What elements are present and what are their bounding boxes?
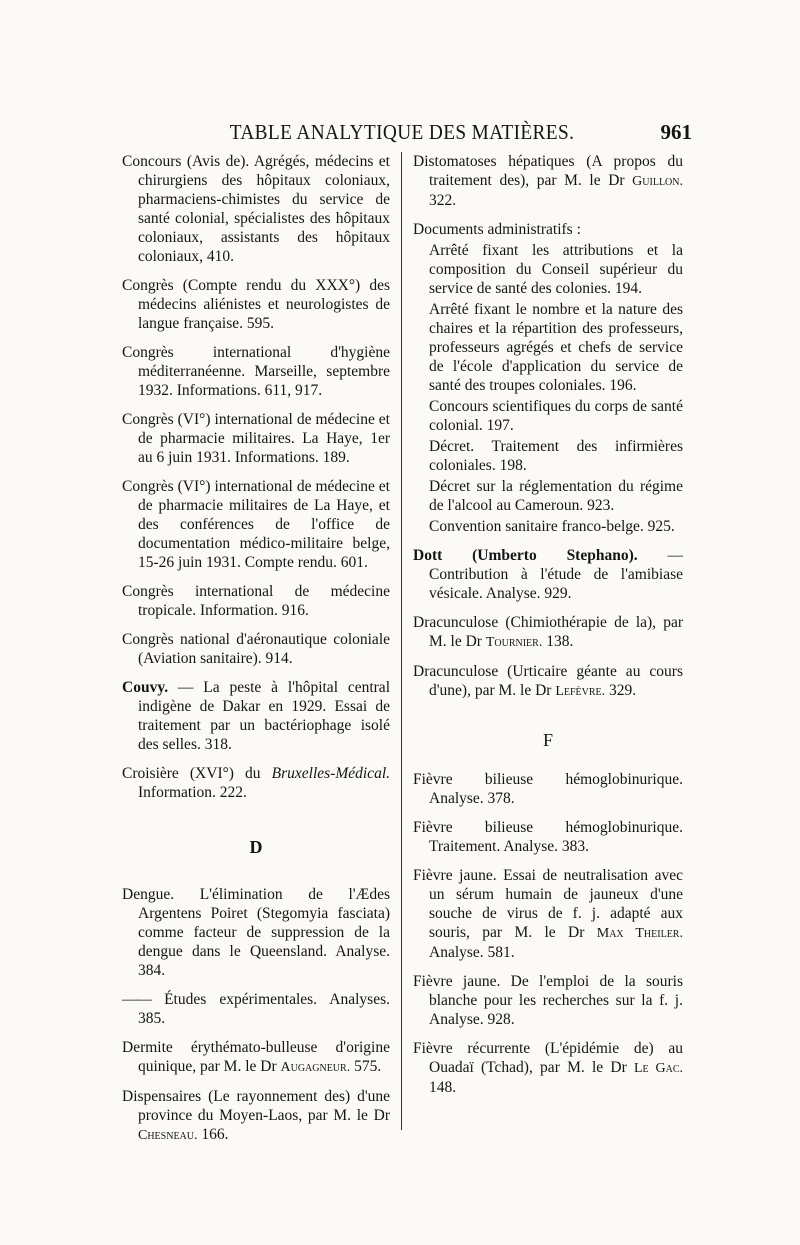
- entry-text: 575.: [350, 1058, 382, 1075]
- author-name: Max Theiler.: [596, 926, 683, 941]
- entry-text: Analyse. 581.: [429, 944, 515, 961]
- sub-entry-arrete-chaires: Arrêté fixant le nombre et la nature des chaires et la répartition des professeurs, professeurs agrégés et chefs de service de l'école d'application du service de santé des troupes coloniales. 196.: [429, 301, 683, 394]
- index-entry-fievre-recurrente: [413, 1039, 683, 1097]
- index-entry-fievre-bilieuse-1: Fièvre bilieuse hémoglobinurique. Analyse. 378.: [413, 771, 683, 807]
- author-name: Chesneau.: [138, 1128, 198, 1143]
- index-entry-dracunculose-1: [413, 613, 683, 652]
- section-letter-f: F: [542, 730, 553, 750]
- index-entry-congres-hygiene: Congrès international d'hygiène méditerranéenne. Marseille, septembre 1932. Informations. 611, 917.: [122, 344, 390, 399]
- entry-text: Information. 222.: [138, 784, 247, 801]
- index-entry-documents: Documents administratifs :: [413, 221, 581, 238]
- left-column: [122, 152, 390, 1155]
- index-entry-fievre-jaune-2: Fièvre jaune. De l'emploi de la souris blanche pour les recherches sur la f. j. Analyse. 928.: [413, 973, 683, 1028]
- index-entry-dermite: [122, 1038, 390, 1077]
- entry-text: Dispensaires (Le rayonnement des) d'une province du Moyen-Laos, par M. le Dr: [122, 1088, 390, 1124]
- entry-text: Dermite érythémato-bulleuse d'origine quinique, par M. le Dr: [122, 1039, 390, 1075]
- index-entry-congres-militaire-1: Congrès (VI°) international de médecine et de pharmacie militaires. La Haye, 1er au 6 juin 1931. Informations. 189.: [122, 411, 390, 466]
- page-title: TABLE ANALYTIQUE DES MATIÈRES.: [229, 120, 575, 144]
- index-entry-congres-tropicale: Congrès international de médecine tropicale. Information. 916.: [122, 583, 390, 619]
- journal-title: Bruxelles-Médical.: [271, 765, 390, 782]
- entry-text: Fièvre jaune. Essai de neutralisation avec un sérum humain de jauneux d'une souche de virus de f. j. adapté aux souris, par M. le Dr: [413, 867, 683, 941]
- index-entry-concours: Concours (Avis de). Agrégés, médecins et chirurgiens des hôpitaux coloniaux, pharmaciens-chimistes du service de santé colonial, spécialistes des hôpitaux coloniaux, assistants des hôpitaux coloniaux, 410.: [122, 153, 390, 265]
- entry-text: Dracunculose (Chimiothérapie de la), par M. le Dr: [413, 614, 683, 650]
- entry-text: — Contribution à l'étude de l'amibiase vésicale. Analyse. 929.: [429, 547, 683, 602]
- index-entry-distomatoses: [413, 152, 683, 210]
- page-header: [112, 120, 692, 148]
- entry-text: — La peste à l'hôpital central indigène de Dakar en 1929. Essai de traitement par un bactériophage isolé des selles. 318.: [138, 679, 390, 753]
- entry-text: 148.: [429, 1079, 457, 1096]
- entry-text: Dracunculose (Urticaire géante au cours d'une), par M. le Dr: [413, 663, 683, 699]
- index-entry-dengue: Dengue. L'élimination de l'Ædes Argentens Poiret (Stegomyia fasciata) comme facteur de suppression de la dengue dans le Queensland. Analyse. 384.: [122, 886, 390, 979]
- index-entry-dispensaires: [122, 1087, 390, 1145]
- entry-text: 138.: [542, 633, 574, 650]
- author-name: Guillon.: [632, 174, 683, 189]
- ditto-dash: ——: [122, 991, 151, 1008]
- index-entry-congres-alienistes: Congrès (Compte rendu du XXX°) des médecins aliénistes et neurologistes de langue française. 595.: [122, 277, 390, 332]
- entry-text: 322.: [429, 192, 457, 209]
- column-divider: [401, 152, 402, 1130]
- index-entry-couvy: [122, 678, 390, 754]
- entry-text: Fièvre récurrente (L'épidémie de) au Ouadaï (Tchad), par M. le Dr: [413, 1040, 683, 1076]
- author-name: Dott (Umberto Stephano).: [413, 547, 638, 564]
- index-entry-croisiere: [122, 764, 390, 802]
- author-name: Augagneur.: [280, 1060, 351, 1075]
- entry-text: Distomatoses hépatiques (A propos du traitement des), par M. le Dr: [413, 153, 683, 189]
- section-letter-d: D: [249, 837, 263, 857]
- index-entry-dengue-etudes: [122, 990, 390, 1028]
- author-name: Tournier.: [485, 635, 543, 650]
- author-name: Lefèvre.: [555, 684, 606, 699]
- entry-text: 329.: [605, 682, 637, 699]
- index-entry-dott: [413, 546, 683, 603]
- index-entry-fievre-jaune-1: [413, 866, 683, 962]
- entry-text: 166.: [197, 1126, 229, 1143]
- index-entry-congres-aeronautique: Congrès national d'aéronautique coloniale (Aviation sanitaire). 914.: [122, 631, 390, 667]
- index-entry-fievre-bilieuse-2: Fièvre bilieuse hémoglobinurique. Traitement. Analyse. 383.: [413, 819, 683, 855]
- author-name: Le Gac.: [633, 1061, 684, 1076]
- sub-entry-arrete-conseil: Arrêté fixant les attributions et la composition du Conseil supérieur du service de santé des colonies. 194.: [429, 242, 683, 297]
- sub-entry-convention: Convention sanitaire franco-belge. 925.: [429, 518, 675, 535]
- sub-entry-decret-infirmieres: Décret. Traitement des infirmières coloniales. 198.: [429, 438, 683, 474]
- entry-text: Études expérimentales. Analyses. 385.: [138, 991, 390, 1027]
- sub-entry-concours: Concours scientifiques du corps de santé colonial. 197.: [429, 398, 683, 434]
- right-column: [413, 152, 683, 1107]
- author-name: Couvy.: [122, 679, 169, 696]
- page-number: 961: [660, 120, 692, 144]
- entry-text: Croisière (XVI°) du: [122, 765, 272, 782]
- index-entry-dracunculose-2: [413, 662, 683, 701]
- index-entry-congres-militaire-2: Congrès (VI°) international de médecine et de pharmacie militaires de La Haye, et des conférences de l'office de documentation médico-militaire belge, 15-26 juin 1931. Compte rendu. 601.: [122, 478, 390, 571]
- sub-entry-decret-alcool: Décret sur la réglementation du régime de l'alcool au Cameroun. 923.: [429, 478, 683, 514]
